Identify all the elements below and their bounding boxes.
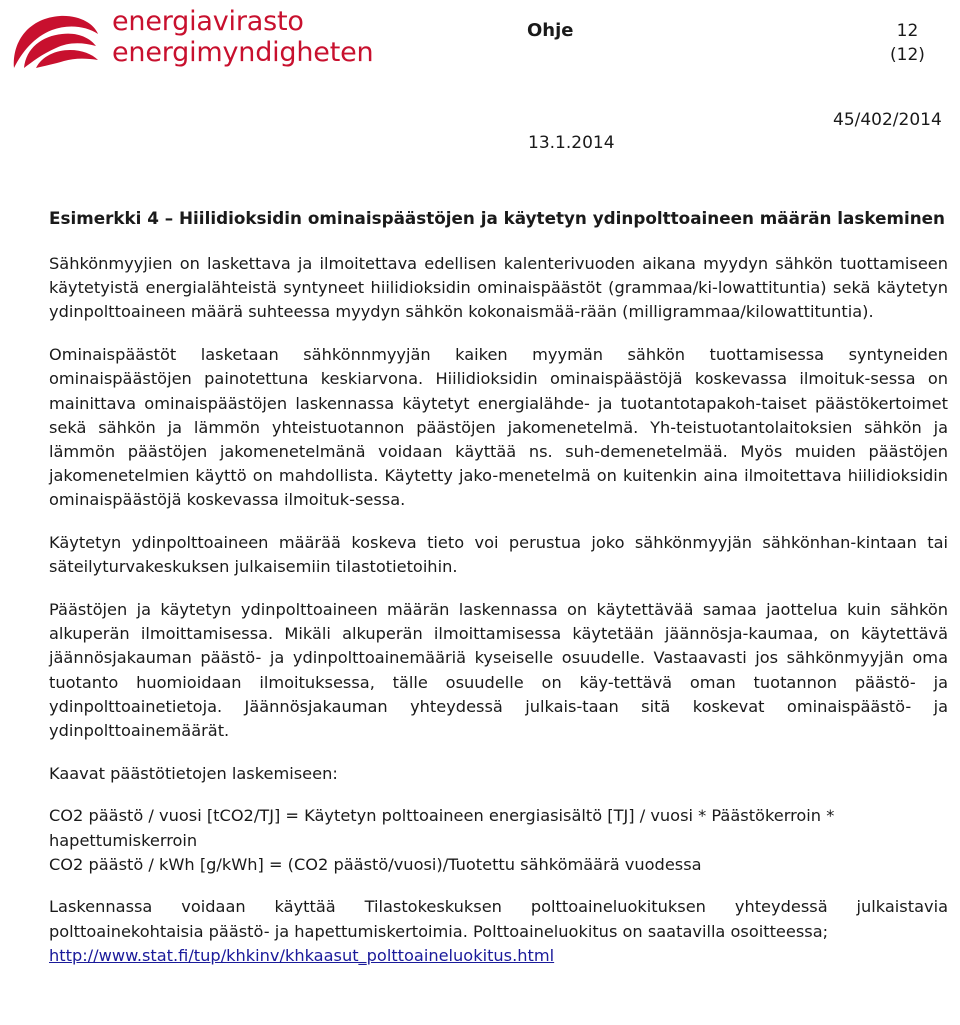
paragraph-intro: Sähkönmyyjien on laskettava ja ilmoitettava edellisen kalenterivuoden aikana myydyn sähkön tuottamiseen käytetyistä energialähteistä syntyneet hiilidioksidin ominaispäästöt (grammaa/ki-lowattituntia) sekä käytetyn ydinpolttoaineen määrä suhteessa myydyn sähkön kokonaismää-rään (milligrammaa/kilowattituntia). (49, 254, 948, 322)
statistics-link[interactable]: http://www.stat.fi/tup/khkinv/khkaasut_polttoaineluokitus.html (49, 945, 555, 965)
page-number (890, 19, 925, 67)
document-reference: 45/402/2014 (833, 110, 942, 130)
document-body (49, 206, 948, 968)
logo-line-swedish: energimyndigheten (112, 37, 374, 68)
logo-line-finnish: energiavirasto (112, 6, 304, 37)
paragraph-nuclear-fuel: Käytetyn ydinpolttoaineen määrää koskeva tieto voi perustua joko sähkönmyyjän sähkönhan-kintaan tai säteilyturvakeskuksen julkaisemiin tilastotietoihin. (49, 533, 948, 577)
paragraph-allocation: Päästöjen ja käytetyn ydinpolttoaineen määrän laskennassa on käytettävää samaa jaottelua kuin sähkön alkuperän ilmoittamisessa. Mikäli alkuperän ilmoittamisessa käytetään jäännösja-kaumaa, on käytettävä jäännösjakauman päästö- ja ydinpolttoainemääriä kyseiselle osuudelle. Vastaavasti jos sähkönmyyjän oma tuotanto huomioidaan ilmoituksessa, tälle osuudelle on käy-tettävä oman tuotannon päästö- ja ydinpolttoainetietoja. Jäännösjakauman yhteydessä julkais-taan sitä koskevat ominaispäästö- ja ydinpolttoainemäärät. (49, 599, 948, 740)
page-current: 12 (896, 21, 919, 41)
formula-block (49, 804, 948, 877)
paragraph-emissions: Ominaispäästöt lasketaan sähkönnmyyjän kaiken myymän sähkön tuottamisessa syntyneiden ominaispäästöjen painotettuna keskiarvona. Hiilidioksidin ominaispäästöjä koskevassa ilmoituk-sessa on mainittava ominaispäästöjen laskennassa käytetyt energialähde- ja tuotantotapakoh-taiset päästökertoimet sekä sähkön ja lämmön yhteistuotannon päästöjen jakomenetelmä. Yh-teistuotantolaitoksien sähkön ja lämmön päästöjen jakomenetelmänä voidaan käyttää ns. suh-demenetelmää. Myös muiden päästöjen jakomenetelmien käyttö on mahdollista. Käytetty jako-menetelmä on kuitenkin aina ilmoitettava hiilidioksidin ominaispäästöjä koskevassa ilmoituk-sessa. (49, 345, 948, 510)
formula-annual: CO2 päästö / vuosi [tCO2/TJ] = Käytetyn polttoaineen energiasisältö [TJ] / vuosi * Päästökerroin * hapettumiskerroin (49, 806, 835, 850)
section-title: Esimerkki 4 – Hiilidioksidin ominaispäästöjen ja käytetyn ydinpolttoaineen määrän laskeminen (49, 208, 945, 228)
statistics-text: Laskennassa voidaan käyttää Tilastokeskuksen polttoaineluokituksen yhteydessä julkaistavia polttoainekohtaisia päästö- ja hapettumiskertoimia. Polttoaineluokitus on saatavilla osoitteessa; (49, 897, 948, 941)
paragraph-formulas-heading: Kaavat päästötietojen laskemiseen: (49, 763, 338, 783)
document-date: 13.1.2014 (528, 133, 615, 153)
formula-per-kwh: CO2 päästö / kWh [g/kWh] = (CO2 päästö/vuosi)/Tuotettu sähkömäärä vuodessa (49, 854, 702, 874)
agency-logo (8, 6, 374, 76)
paragraph-statistics (49, 895, 948, 968)
page-total: (12) (890, 45, 925, 65)
logo-wordmark (112, 6, 373, 68)
logo-swirl-icon (8, 10, 104, 72)
document-type: Ohje (527, 20, 574, 41)
